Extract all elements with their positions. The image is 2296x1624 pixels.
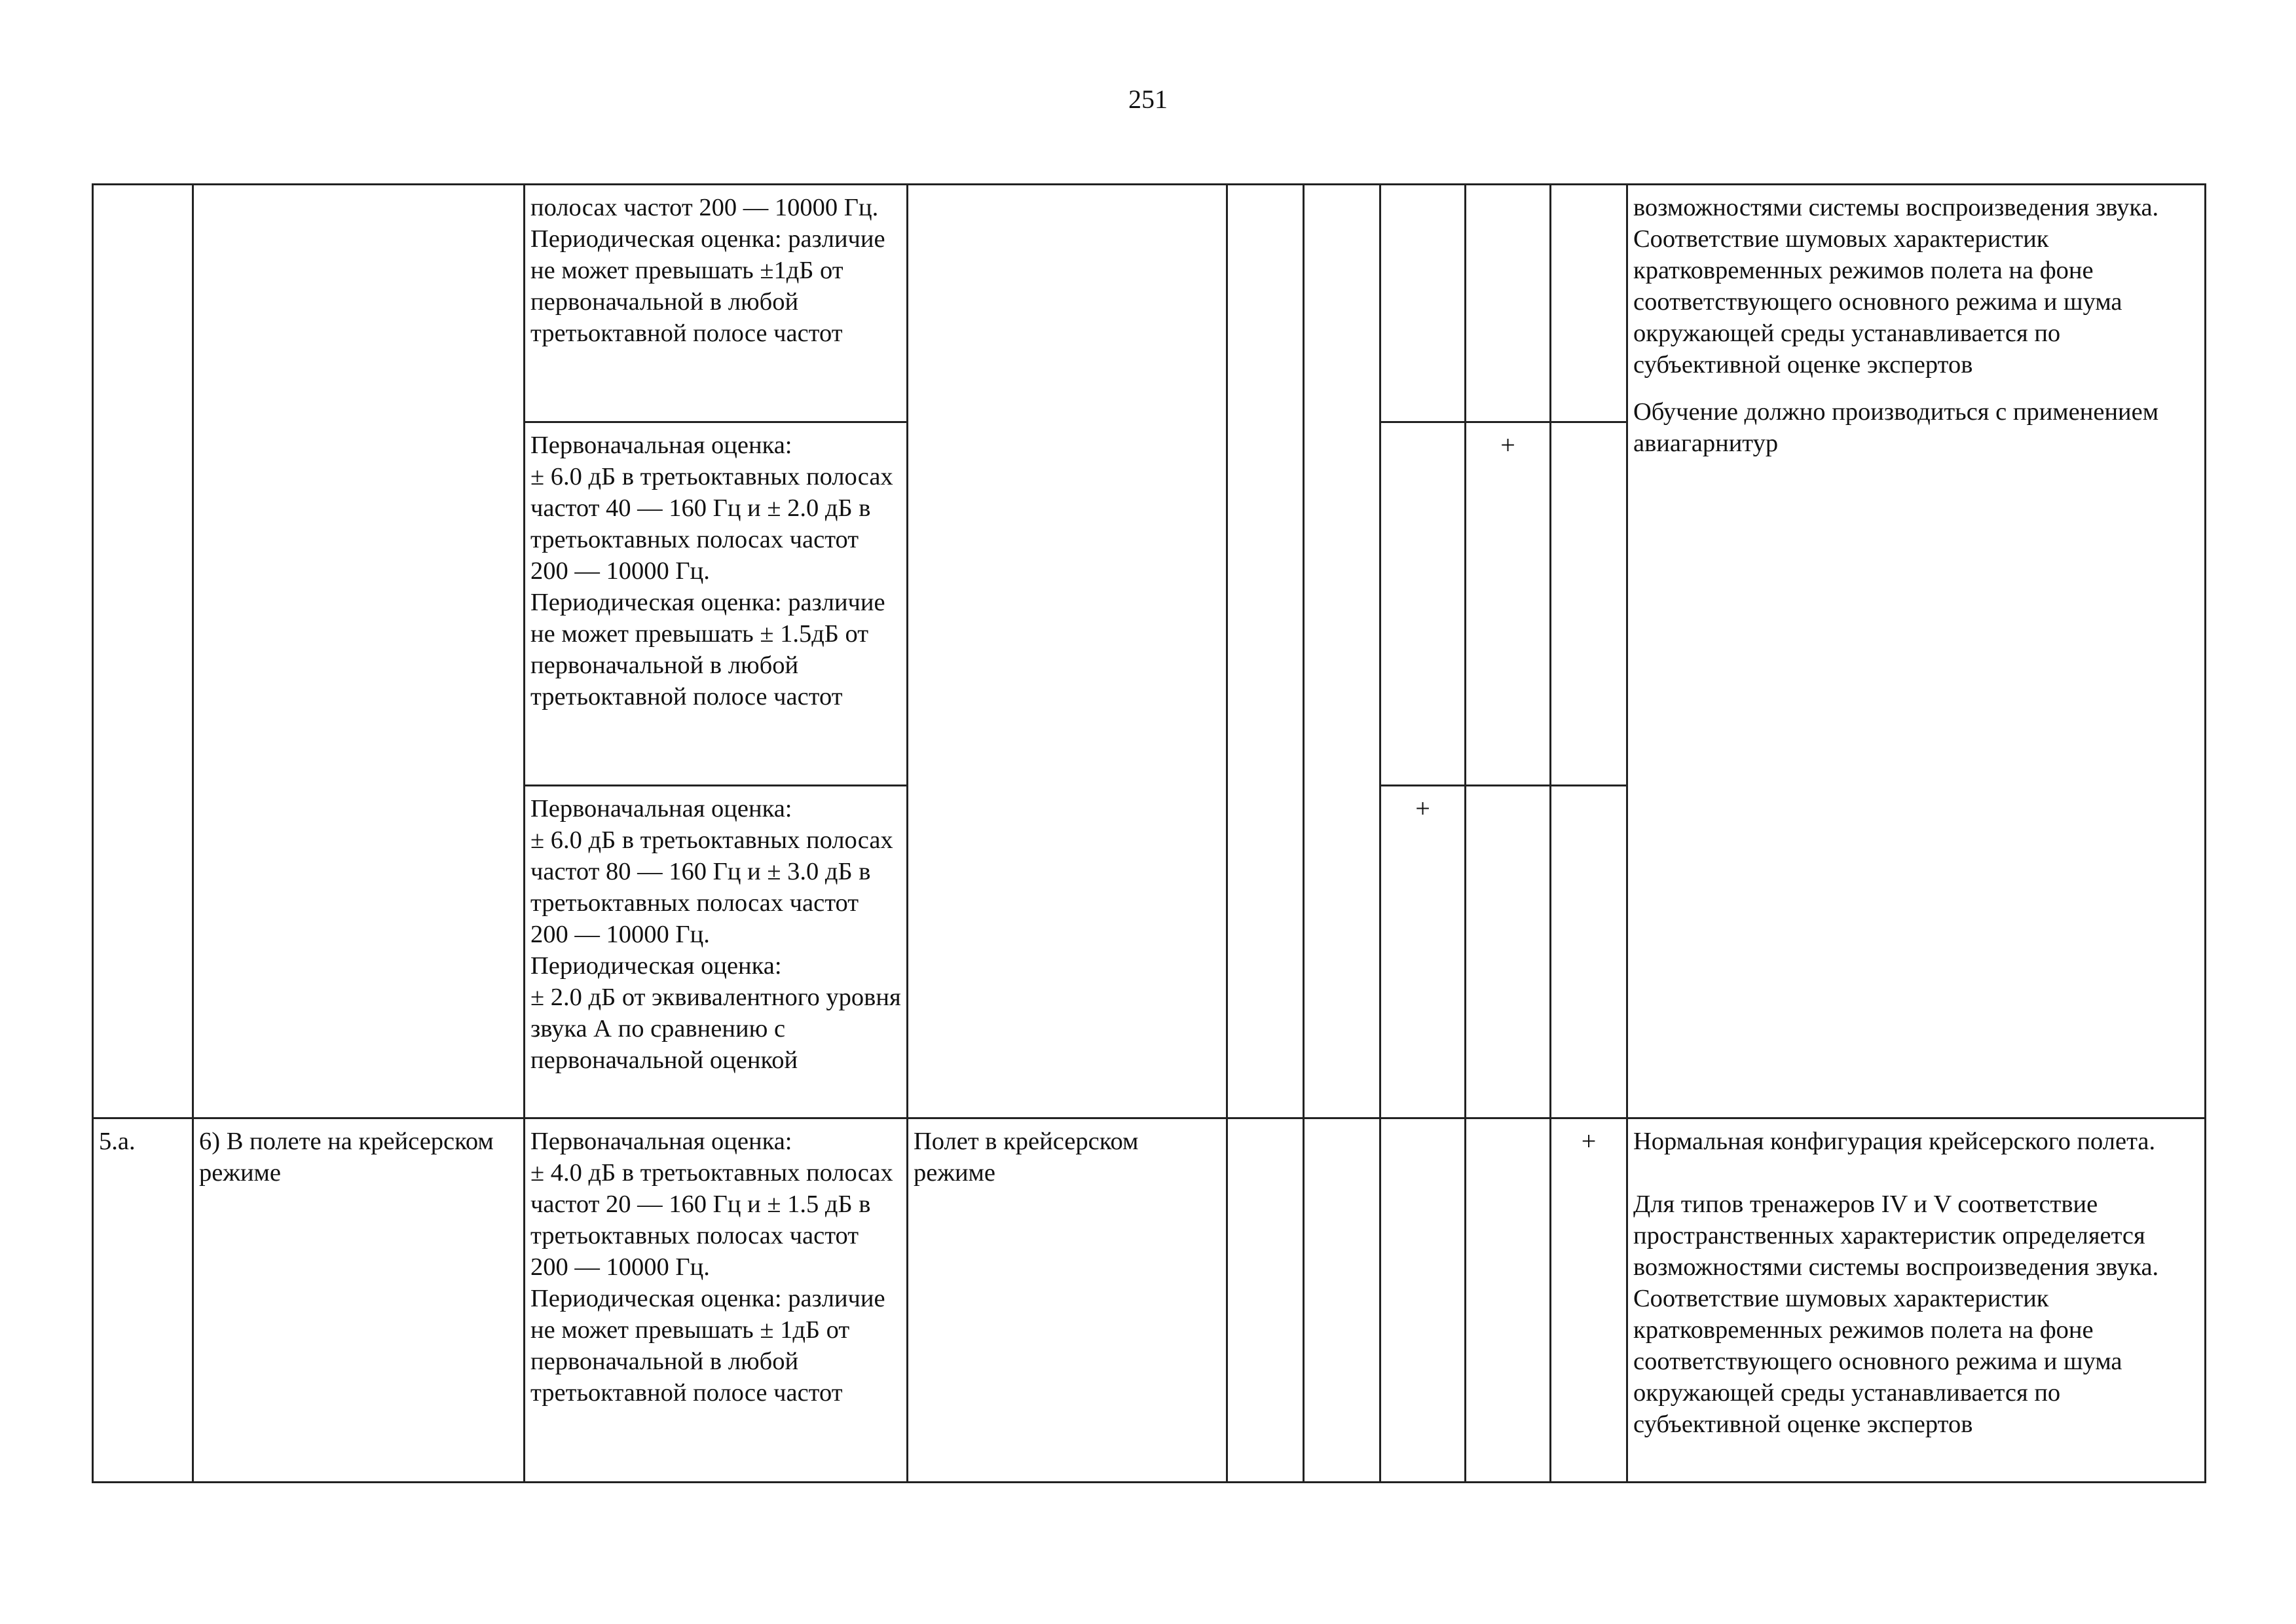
cell-type-4-mark: + [1466, 422, 1551, 786]
cell-type-5-mark: + [1551, 1118, 1627, 1483]
requirements-table [92, 183, 2206, 1483]
page-number: 251 [1128, 84, 1168, 114]
cell-type-2 [1304, 185, 1380, 1118]
table-row-continuation [93, 185, 2206, 422]
cell-criteria: Первоначальная оценка: ± 6.0 дБ в третьоктавных полосах частот 80 — 160 Гц и ± 3.0 дБ в третьоктавных полосах частот 200 — 10000 Гц. Периодическая оценка: ± 2.0 дБ от эквивалентного уровня звука А по сравнению с первоначальной оценкой [525, 786, 908, 1118]
cell-type-4 [1466, 1118, 1551, 1483]
cell-type-5 [1551, 786, 1627, 1118]
cell-type-4 [1466, 786, 1551, 1118]
cell-condition: Полет в крейсерском режиме [908, 1118, 1227, 1483]
cell-type-5 [1551, 422, 1627, 786]
cell-number: 5.а. [93, 1118, 193, 1483]
cell-number-empty [93, 185, 193, 1118]
paragraph-gap [1633, 1157, 2199, 1189]
cell-type-2 [1304, 1118, 1380, 1483]
cell-notes [1627, 1118, 2206, 1483]
cell-type-1 [1227, 1118, 1304, 1483]
cell-type-5 [1551, 185, 1627, 422]
notes-paragraph: Для типов тренажеров IV и V соответствие пространственных характеристик определяется возможностями системы воспроизведения звука. Соответствие шумовых характеристик кратковременных режимов полета на фоне соответствующего основного режима и шума окружающей среды устанавливается по субъективной оценке экспертов [1633, 1190, 2159, 1438]
cell-test: 6) В полете на крейсерском режиме [193, 1118, 525, 1483]
cell-type-4 [1466, 185, 1551, 422]
notes-paragraph: Нормальная конфигурация крейсерского полета. [1633, 1128, 2156, 1155]
notes-paragraph: Обучение должно производиться с применением авиагарнитур [1633, 398, 2159, 457]
cell-criteria: Первоначальная оценка: ± 4.0 дБ в третьоктавных полосах частот 20 — 160 Гц и ± 1.5 дБ в третьоктавных полосах частот 200 — 10000 Гц. Периодическая оценка: различие не может превышать ± 1дБ от первоначальной в любой третьоктавной полосе частот [525, 1118, 908, 1483]
table-row-5a [93, 1118, 2206, 1483]
cell-criteria: Первоначальная оценка: ± 6.0 дБ в третьоктавных полосах частот 40 — 160 Гц и ± 2.0 дБ в третьоктавных полосах частот 200 — 10000 Гц. Периодическая оценка: различие не может превышать ± 1.5дБ от первоначальной в любой третьоктавной полосе частот [525, 422, 908, 786]
cell-type-3 [1380, 1118, 1466, 1483]
cell-notes [1627, 185, 2206, 1118]
cell-criteria: полосах частот 200 — 10000 Гц. Периодическая оценка: различие не может превышать ±1дБ от первоначальной в любой третьоктавной полосе частот [525, 185, 908, 422]
cell-type-3-mark: + [1380, 786, 1466, 1118]
cell-type-3 [1380, 185, 1466, 422]
cell-condition-empty [908, 185, 1227, 1118]
cell-test-empty [193, 185, 525, 1118]
notes-paragraph: возможностями системы воспроизведения звука. Соответствие шумовых характеристик кратковременных режимов полета на фоне соответствующего основного режима и шума окружающей среды устанавливается по субъективной оценке экспертов [1633, 194, 2159, 378]
cell-type-1 [1227, 185, 1304, 1118]
cell-type-3 [1380, 422, 1466, 786]
